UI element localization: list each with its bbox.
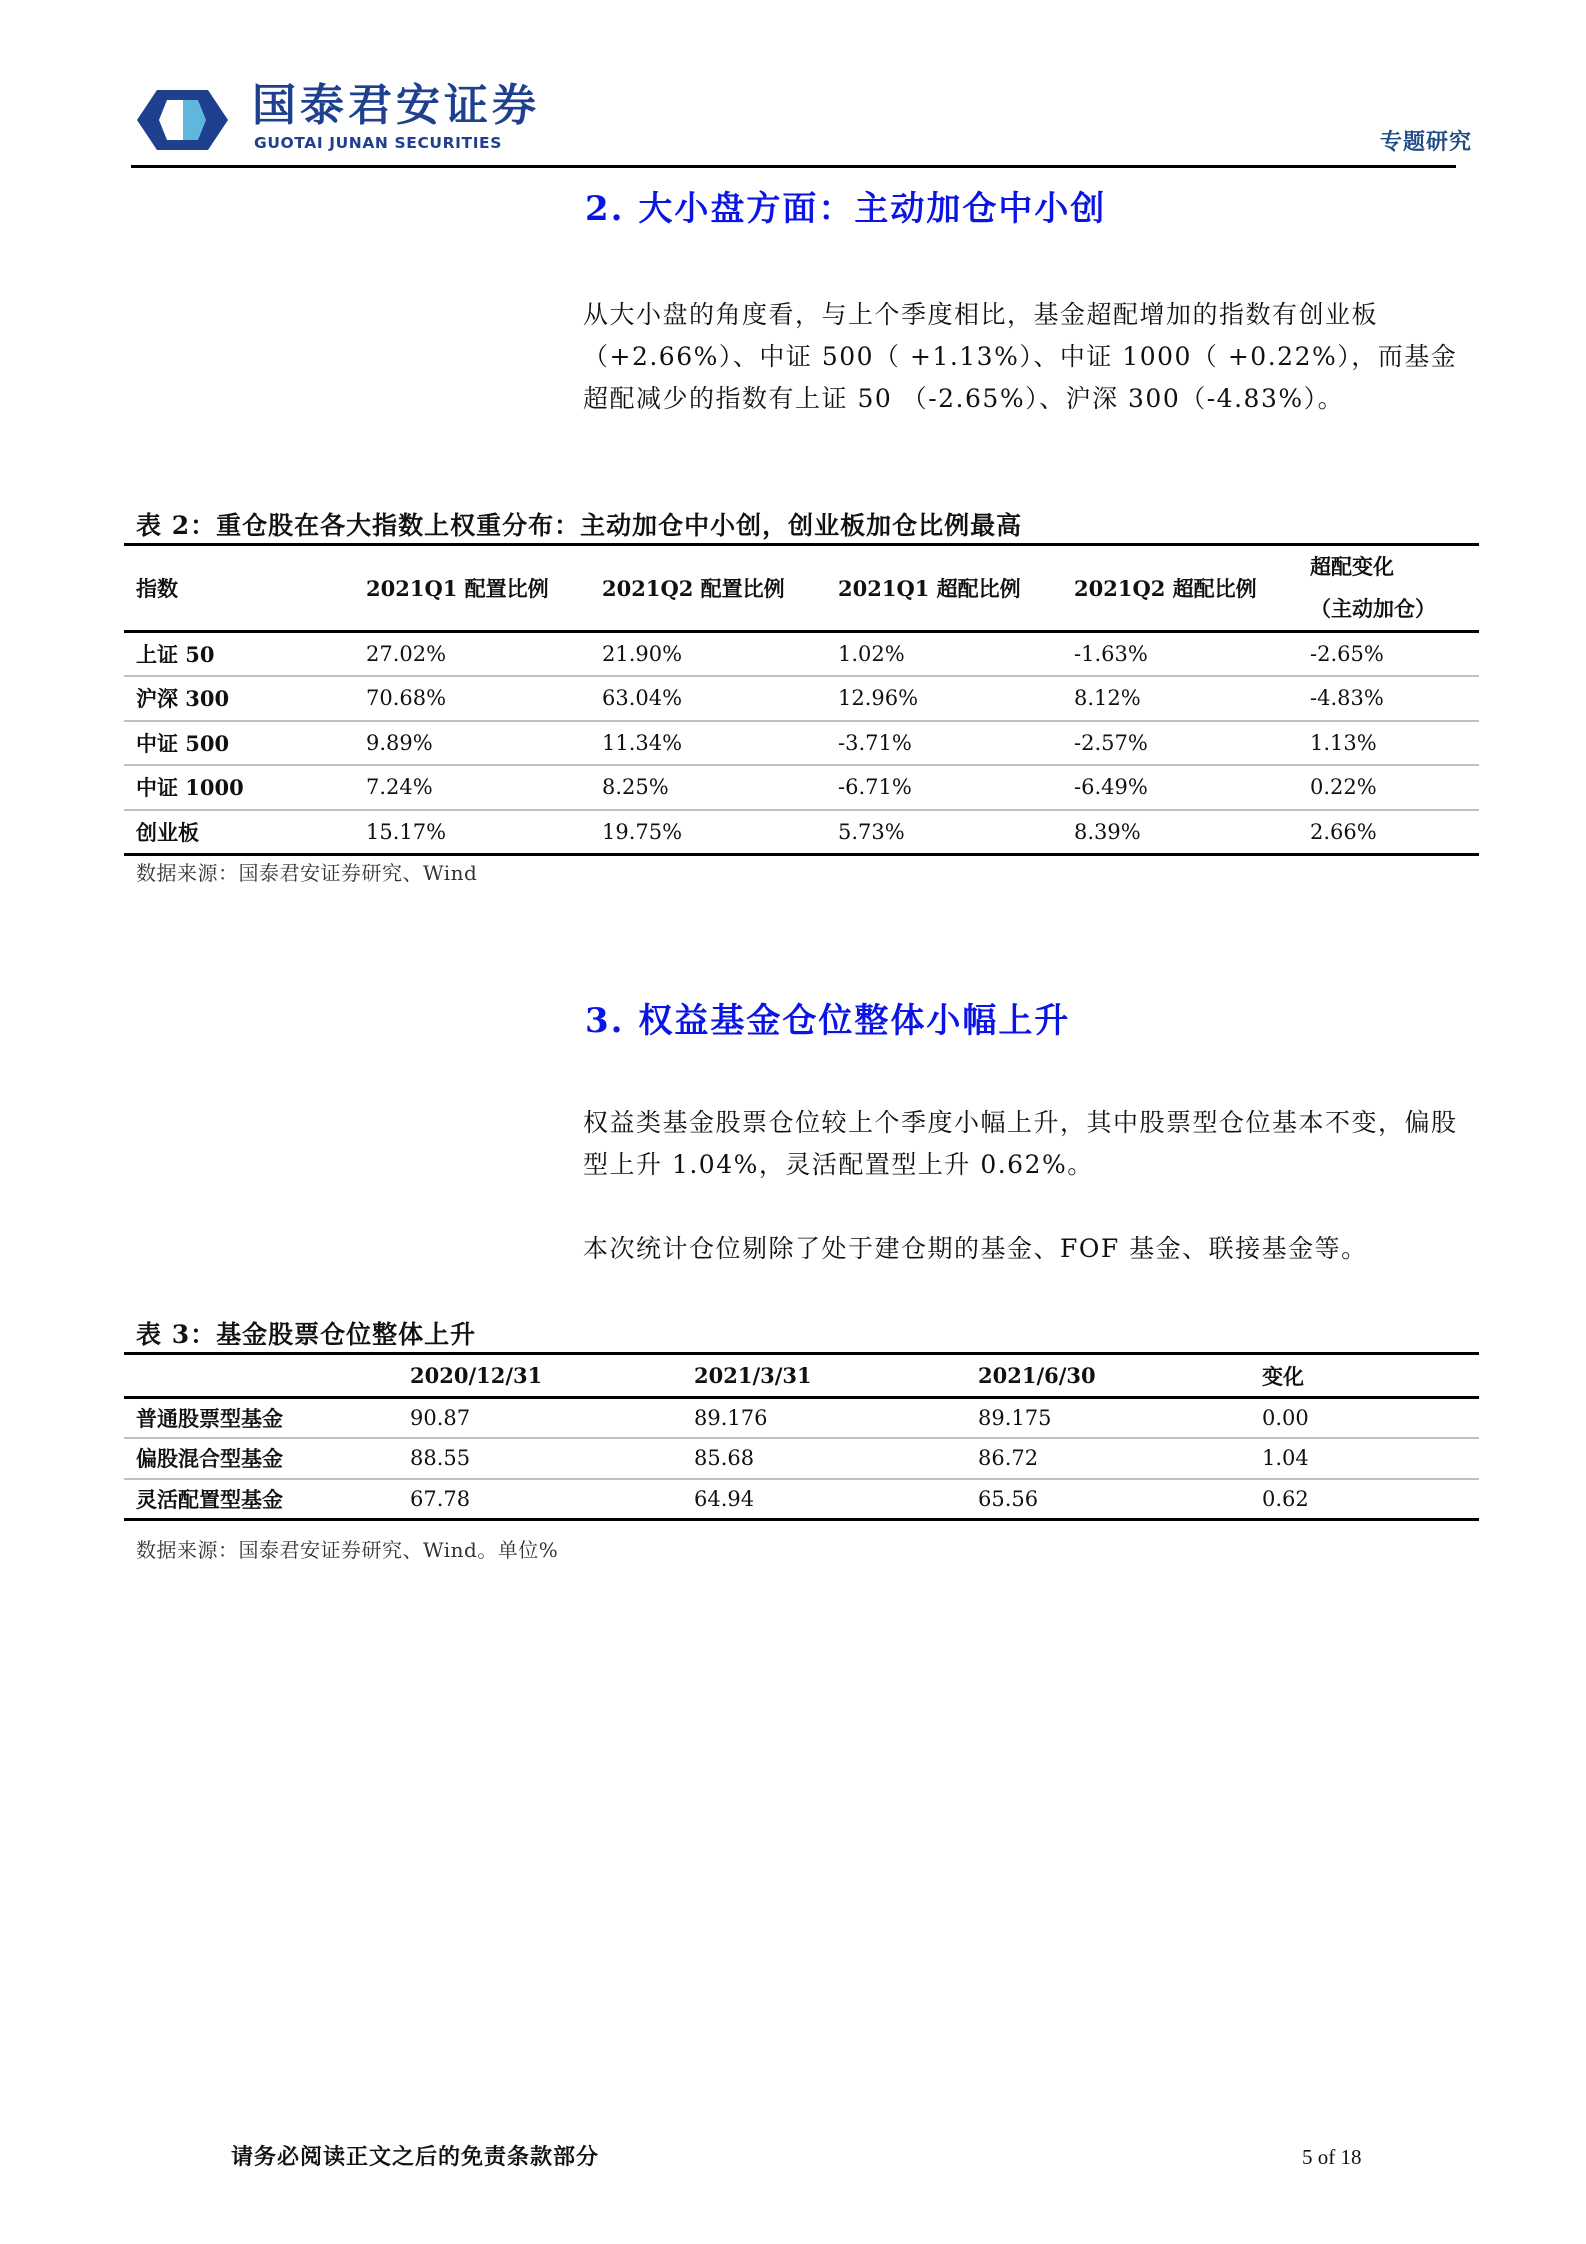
cell: 89.176 — [694, 1406, 768, 1430]
cell: -6.71% — [838, 775, 912, 800]
header-fund-type — [124, 1354, 398, 1398]
table-2-source: 数据来源：国泰君安证券研究、Wind — [136, 861, 478, 885]
cell: -3.71% — [838, 730, 912, 755]
cell: 8.25% — [602, 775, 669, 800]
table-row — [124, 810, 1479, 855]
page-header — [0, 0, 1586, 180]
cell: 89.175 — [978, 1406, 1052, 1430]
table-row — [124, 632, 1479, 677]
header-overweight-change — [1298, 545, 1479, 632]
cell: 70.68% — [366, 686, 447, 711]
cell: 0.00 — [1262, 1406, 1309, 1430]
cell: 19.75% — [602, 819, 683, 844]
cell: 1.02% — [838, 642, 905, 666]
cell-index: 沪深 300 — [136, 686, 230, 712]
table-3-caption: 表 3：基金股票仓位整体上升 — [136, 1320, 477, 1349]
cell: -6.49% — [1074, 775, 1148, 800]
cell-index: 中证 500 — [136, 730, 230, 756]
disclaimer-note: 请务必阅读正文之后的免责条款部分 — [231, 2144, 600, 2170]
header-q2-weight: 2021Q2 配置比例 — [602, 576, 785, 601]
table-row — [124, 1479, 1479, 1520]
cell-fund-type: 偏股混合型基金 — [136, 1446, 283, 1472]
header-2020-12-31: 2020/12/31 — [410, 1363, 543, 1388]
header-2021-3-31: 2021/3/31 — [694, 1363, 812, 1388]
cell: 9.89% — [366, 730, 433, 755]
cell: 27.02% — [366, 642, 447, 666]
cell: 64.94 — [694, 1486, 755, 1511]
cell: -4.83% — [1310, 686, 1384, 711]
cell: 12.96% — [838, 686, 919, 711]
table-row — [124, 1398, 1479, 1439]
cell-index: 创业板 — [136, 819, 199, 845]
page-number: 5 of 18 — [1302, 2145, 1362, 2169]
brand-name-en: GUOTAI JUNAN SECURITIES — [254, 134, 503, 152]
cell: 21.90% — [602, 642, 683, 666]
table-3-source: 数据来源：国泰君安证券研究、Wind。单位% — [136, 1538, 559, 1562]
cell: 67.78 — [410, 1486, 471, 1511]
cell: 7.24% — [366, 775, 433, 800]
section-3-paragraph-1: 权益类基金股票仓位较上个季度小幅上升，其中股票型仓位基本不变，偏股型上升 1.04%，灵活配置型上升 0.62%。 — [583, 1108, 1458, 1179]
table-row — [124, 765, 1479, 810]
cell-index: 中证 1000 — [136, 775, 244, 801]
cell-fund-type: 灵活配置型基金 — [136, 1486, 283, 1512]
header-overweight-change-line1: 超配变化 — [1310, 554, 1394, 579]
cell: 65.56 — [978, 1486, 1039, 1511]
cell: 15.17% — [366, 819, 447, 844]
cell-fund-type: 普通股票型基金 — [136, 1406, 283, 1431]
cell: 85.68 — [694, 1446, 755, 1471]
document-type: 专题研究 — [1380, 129, 1473, 155]
cell: -2.57% — [1074, 730, 1148, 755]
table-2 — [124, 543, 1479, 856]
cell: 1.13% — [1310, 730, 1377, 755]
cell: 1.04 — [1262, 1446, 1309, 1471]
section-3-title: 3. 权益基金仓位整体小幅上升 — [585, 1001, 1071, 1041]
header-index: 指数 — [136, 576, 178, 601]
cell: -1.63% — [1074, 642, 1148, 666]
cell-index: 上证 50 — [136, 642, 215, 667]
section-3-paragraph-2: 本次统计仓位剔除了处于建仓期的基金、FOF 基金、联接基金等。 — [583, 1234, 1368, 1263]
cell: 8.39% — [1074, 819, 1141, 844]
header-change: 变化 — [1262, 1363, 1304, 1389]
header-overweight-change-line2: （主动加仓） — [1310, 596, 1436, 621]
cell: 63.04% — [602, 686, 683, 711]
cell: 2.66% — [1310, 819, 1377, 844]
cell: 90.87 — [410, 1406, 471, 1430]
table-row — [124, 721, 1479, 766]
header-q2-overweight: 2021Q2 超配比例 — [1074, 576, 1257, 601]
header-divider — [131, 165, 1456, 168]
cell: 86.72 — [978, 1446, 1039, 1471]
table-row — [124, 676, 1479, 721]
table-2-caption: 表 2：重仓股在各大指数上权重分布：主动加仓中小创，创业板加仓比例最高 — [136, 511, 1023, 540]
table-row — [124, 1438, 1479, 1479]
header-q1-overweight: 2021Q1 超配比例 — [838, 576, 1021, 601]
section-2-title: 2. 大小盘方面：主动加仓中小创 — [585, 189, 1107, 229]
cell: -2.65% — [1310, 642, 1384, 666]
table-3-header-row — [124, 1354, 1479, 1398]
table-3 — [124, 1352, 1479, 1521]
cell: 88.55 — [410, 1446, 471, 1471]
guotai-junan-logo-icon — [135, 88, 230, 152]
header-2021-6-30: 2021/6/30 — [978, 1363, 1096, 1388]
header-q1-weight: 2021Q1 配置比例 — [366, 576, 549, 601]
table-2-header-row — [124, 545, 1479, 632]
cell: 5.73% — [838, 819, 905, 844]
section-2-paragraph: 从大小盘的角度看，与上个季度相比，基金超配增加的指数有创业板（+2.66%）、中证 500（ +1.13%）、中证 1000（ +0.22%），而基金超配减少的指数有上证 50 （-2.65%）、沪深 300（-4.83%）。 — [583, 300, 1458, 413]
cell: 0.62 — [1262, 1486, 1309, 1511]
brand-name-cn: 国泰君安证券 — [252, 80, 540, 131]
cell: 8.12% — [1074, 686, 1141, 711]
cell: 0.22% — [1310, 775, 1377, 800]
cell: 11.34% — [602, 730, 683, 755]
